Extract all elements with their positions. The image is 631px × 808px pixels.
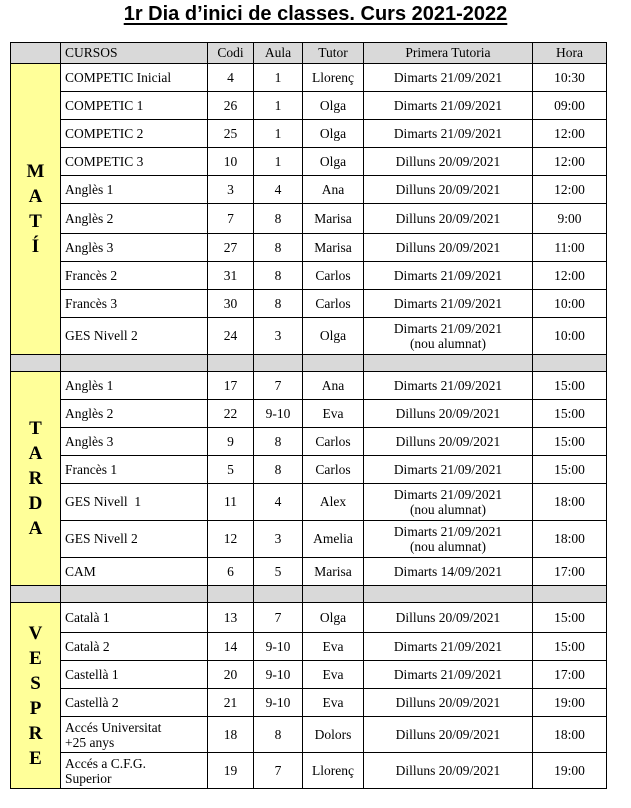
tutor: Alex — [303, 484, 364, 521]
course-name: Anglès 2 — [61, 204, 208, 234]
tutor: Amelia — [303, 521, 364, 558]
course-name: GES Nivell 2 — [61, 318, 208, 355]
hour: 09:00 — [533, 92, 607, 120]
course-name: Anglès 3 — [61, 234, 208, 262]
first-tutorial: Dilluns 20/09/2021 — [364, 428, 533, 456]
table-row — [11, 753, 607, 789]
first-tutorial: Dimarts 21/09/2021 — [364, 262, 533, 290]
header-hora: Hora — [533, 43, 607, 64]
tutor: Marisa — [303, 234, 364, 262]
tutor: Olga — [303, 148, 364, 176]
classroom: 1 — [254, 92, 303, 120]
table-row — [11, 262, 607, 290]
tutor: Carlos — [303, 456, 364, 484]
first-tutorial: Dimarts 21/09/2021 (nou alumnat) — [364, 318, 533, 355]
hour: 12:00 — [533, 148, 607, 176]
table-row — [11, 400, 607, 428]
course-name: COMPETIC 3 — [61, 148, 208, 176]
tutor: Olga — [303, 92, 364, 120]
classroom: 5 — [254, 558, 303, 586]
period-vespre: V E S P R E — [11, 603, 61, 789]
course-code: 27 — [208, 234, 254, 262]
table-row — [11, 318, 607, 355]
course-name: Castellà 1 — [61, 661, 208, 689]
course-code: 21 — [208, 689, 254, 717]
tutor: Marisa — [303, 558, 364, 586]
course-name: COMPETIC 1 — [61, 92, 208, 120]
header-row — [11, 43, 607, 64]
first-tutorial: Dilluns 20/09/2021 — [364, 176, 533, 204]
hour: 9:00 — [533, 204, 607, 234]
tutor: Olga — [303, 120, 364, 148]
classroom: 8 — [254, 234, 303, 262]
classroom: 3 — [254, 521, 303, 558]
hour: 18:00 — [533, 521, 607, 558]
course-code: 4 — [208, 64, 254, 92]
first-tutorial: Dilluns 20/09/2021 — [364, 689, 533, 717]
hour: 18:00 — [533, 717, 607, 753]
table-row — [11, 176, 607, 204]
course-name: Anglès 1 — [61, 372, 208, 400]
page-title: 1r Dia d’inici de classes. Curs 2021-2022 — [123, 3, 508, 25]
tutor: Carlos — [303, 428, 364, 456]
course-name: GES Nivell 1 — [61, 484, 208, 521]
hour: 15:00 — [533, 456, 607, 484]
first-tutorial: Dilluns 20/09/2021 — [364, 204, 533, 234]
tutor: Ana — [303, 372, 364, 400]
course-name: Català 2 — [61, 633, 208, 661]
course-name: Francès 3 — [61, 290, 208, 318]
course-code: 7 — [208, 204, 254, 234]
table-row — [11, 484, 607, 521]
period-mati: M A T Í — [11, 64, 61, 355]
first-tutorial: Dimarts 21/09/2021 — [364, 661, 533, 689]
first-tutorial: Dilluns 20/09/2021 — [364, 400, 533, 428]
classroom: 1 — [254, 64, 303, 92]
tutor: Eva — [303, 633, 364, 661]
classroom: 9-10 — [254, 689, 303, 717]
hour: 17:00 — [533, 661, 607, 689]
course-code: 3 — [208, 176, 254, 204]
first-tutorial: Dilluns 20/09/2021 — [364, 148, 533, 176]
header-corner — [11, 43, 61, 64]
course-name: Accés Universitat +25 anys — [61, 717, 208, 753]
hour: 11:00 — [533, 234, 607, 262]
table-row — [11, 689, 607, 717]
course-code: 30 — [208, 290, 254, 318]
hour: 15:00 — [533, 400, 607, 428]
table-row — [11, 234, 607, 262]
hour: 19:00 — [533, 753, 607, 789]
course-code: 12 — [208, 521, 254, 558]
table-row — [11, 661, 607, 689]
classroom: 1 — [254, 120, 303, 148]
classroom: 7 — [254, 603, 303, 633]
tutor: Eva — [303, 400, 364, 428]
table-row — [11, 120, 607, 148]
course-code: 5 — [208, 456, 254, 484]
period-tarda: T A R D A — [11, 372, 61, 586]
tutor: Olga — [303, 318, 364, 355]
classroom: 8 — [254, 717, 303, 753]
first-tutorial: Dimarts 21/09/2021 (nou alumnat) — [364, 521, 533, 558]
tutor: Marisa — [303, 204, 364, 234]
course-code: 17 — [208, 372, 254, 400]
hour: 12:00 — [533, 262, 607, 290]
separator-row — [11, 586, 607, 603]
classroom: 8 — [254, 290, 303, 318]
table-row — [11, 92, 607, 120]
course-code: 10 — [208, 148, 254, 176]
tutor: Eva — [303, 689, 364, 717]
header-codi: Codi — [208, 43, 254, 64]
classroom: 3 — [254, 318, 303, 355]
tutor: Dolors — [303, 717, 364, 753]
first-tutorial: Dilluns 20/09/2021 — [364, 603, 533, 633]
table-row — [11, 717, 607, 753]
hour: 12:00 — [533, 176, 607, 204]
classroom: 7 — [254, 753, 303, 789]
course-code: 31 — [208, 262, 254, 290]
table-row — [11, 290, 607, 318]
course-code: 20 — [208, 661, 254, 689]
tutor: Olga — [303, 603, 364, 633]
tutor: Ana — [303, 176, 364, 204]
course-code: 14 — [208, 633, 254, 661]
course-code: 22 — [208, 400, 254, 428]
first-tutorial: Dilluns 20/09/2021 — [364, 753, 533, 789]
first-tutorial: Dimarts 21/09/2021 — [364, 120, 533, 148]
course-code: 19 — [208, 753, 254, 789]
tutor: Eva — [303, 661, 364, 689]
course-name: Anglès 2 — [61, 400, 208, 428]
table-row — [11, 64, 607, 92]
course-code: 25 — [208, 120, 254, 148]
schedule-table — [10, 42, 607, 789]
header-cursos: CURSOS — [61, 43, 208, 64]
table-row — [11, 633, 607, 661]
course-code: 18 — [208, 717, 254, 753]
first-tutorial: Dimarts 21/09/2021 (nou alumnat) — [364, 484, 533, 521]
tutor: Llorenç — [303, 64, 364, 92]
classroom: 8 — [254, 456, 303, 484]
table-row — [11, 204, 607, 234]
classroom: 4 — [254, 176, 303, 204]
table-row — [11, 148, 607, 176]
course-name: Anglès 1 — [61, 176, 208, 204]
first-tutorial: Dilluns 20/09/2021 — [364, 234, 533, 262]
first-tutorial: Dimarts 21/09/2021 — [364, 633, 533, 661]
course-name: Francès 1 — [61, 456, 208, 484]
course-name: Accés a C.F.G. Superior — [61, 753, 208, 789]
hour: 10:30 — [533, 64, 607, 92]
hour: 15:00 — [533, 633, 607, 661]
first-tutorial: Dimarts 14/09/2021 — [364, 558, 533, 586]
classroom: 8 — [254, 428, 303, 456]
first-tutorial: Dimarts 21/09/2021 — [364, 456, 533, 484]
first-tutorial: Dimarts 21/09/2021 — [364, 372, 533, 400]
classroom: 7 — [254, 372, 303, 400]
hour: 10:00 — [533, 290, 607, 318]
hour: 19:00 — [533, 689, 607, 717]
table-row — [11, 428, 607, 456]
classroom: 8 — [254, 262, 303, 290]
hour: 10:00 — [533, 318, 607, 355]
course-code: 13 — [208, 603, 254, 633]
classroom: 9-10 — [254, 400, 303, 428]
classroom: 9-10 — [254, 661, 303, 689]
first-tutorial: Dimarts 21/09/2021 — [364, 92, 533, 120]
hour: 18:00 — [533, 484, 607, 521]
first-tutorial: Dimarts 21/09/2021 — [364, 64, 533, 92]
table-row — [11, 603, 607, 633]
hour: 15:00 — [533, 428, 607, 456]
classroom: 1 — [254, 148, 303, 176]
classroom: 9-10 — [254, 633, 303, 661]
hour: 17:00 — [533, 558, 607, 586]
hour: 12:00 — [533, 120, 607, 148]
course-code: 24 — [208, 318, 254, 355]
first-tutorial: Dimarts 21/09/2021 — [364, 290, 533, 318]
classroom: 8 — [254, 204, 303, 234]
tutor: Llorenç — [303, 753, 364, 789]
course-code: 9 — [208, 428, 254, 456]
tutor: Carlos — [303, 290, 364, 318]
course-code: 26 — [208, 92, 254, 120]
hour: 15:00 — [533, 603, 607, 633]
course-name: Català 1 — [61, 603, 208, 633]
table-row — [11, 456, 607, 484]
course-name: COMPETIC 2 — [61, 120, 208, 148]
course-name: Francès 2 — [61, 262, 208, 290]
header-aula: Aula — [254, 43, 303, 64]
header-primera-tutoria: Primera Tutoria — [364, 43, 533, 64]
course-code: 11 — [208, 484, 254, 521]
course-name: CAM — [61, 558, 208, 586]
table-row — [11, 372, 607, 400]
course-name: Castellà 2 — [61, 689, 208, 717]
course-name: Anglès 3 — [61, 428, 208, 456]
course-name: COMPETIC Inicial — [61, 64, 208, 92]
course-name: GES Nivell 2 — [61, 521, 208, 558]
header-tutor: Tutor — [303, 43, 364, 64]
table-row — [11, 558, 607, 586]
course-code: 6 — [208, 558, 254, 586]
tutor: Carlos — [303, 262, 364, 290]
separator-row — [11, 355, 607, 372]
first-tutorial: Dilluns 20/09/2021 — [364, 717, 533, 753]
table-row — [11, 521, 607, 558]
hour: 15:00 — [533, 372, 607, 400]
classroom: 4 — [254, 484, 303, 521]
